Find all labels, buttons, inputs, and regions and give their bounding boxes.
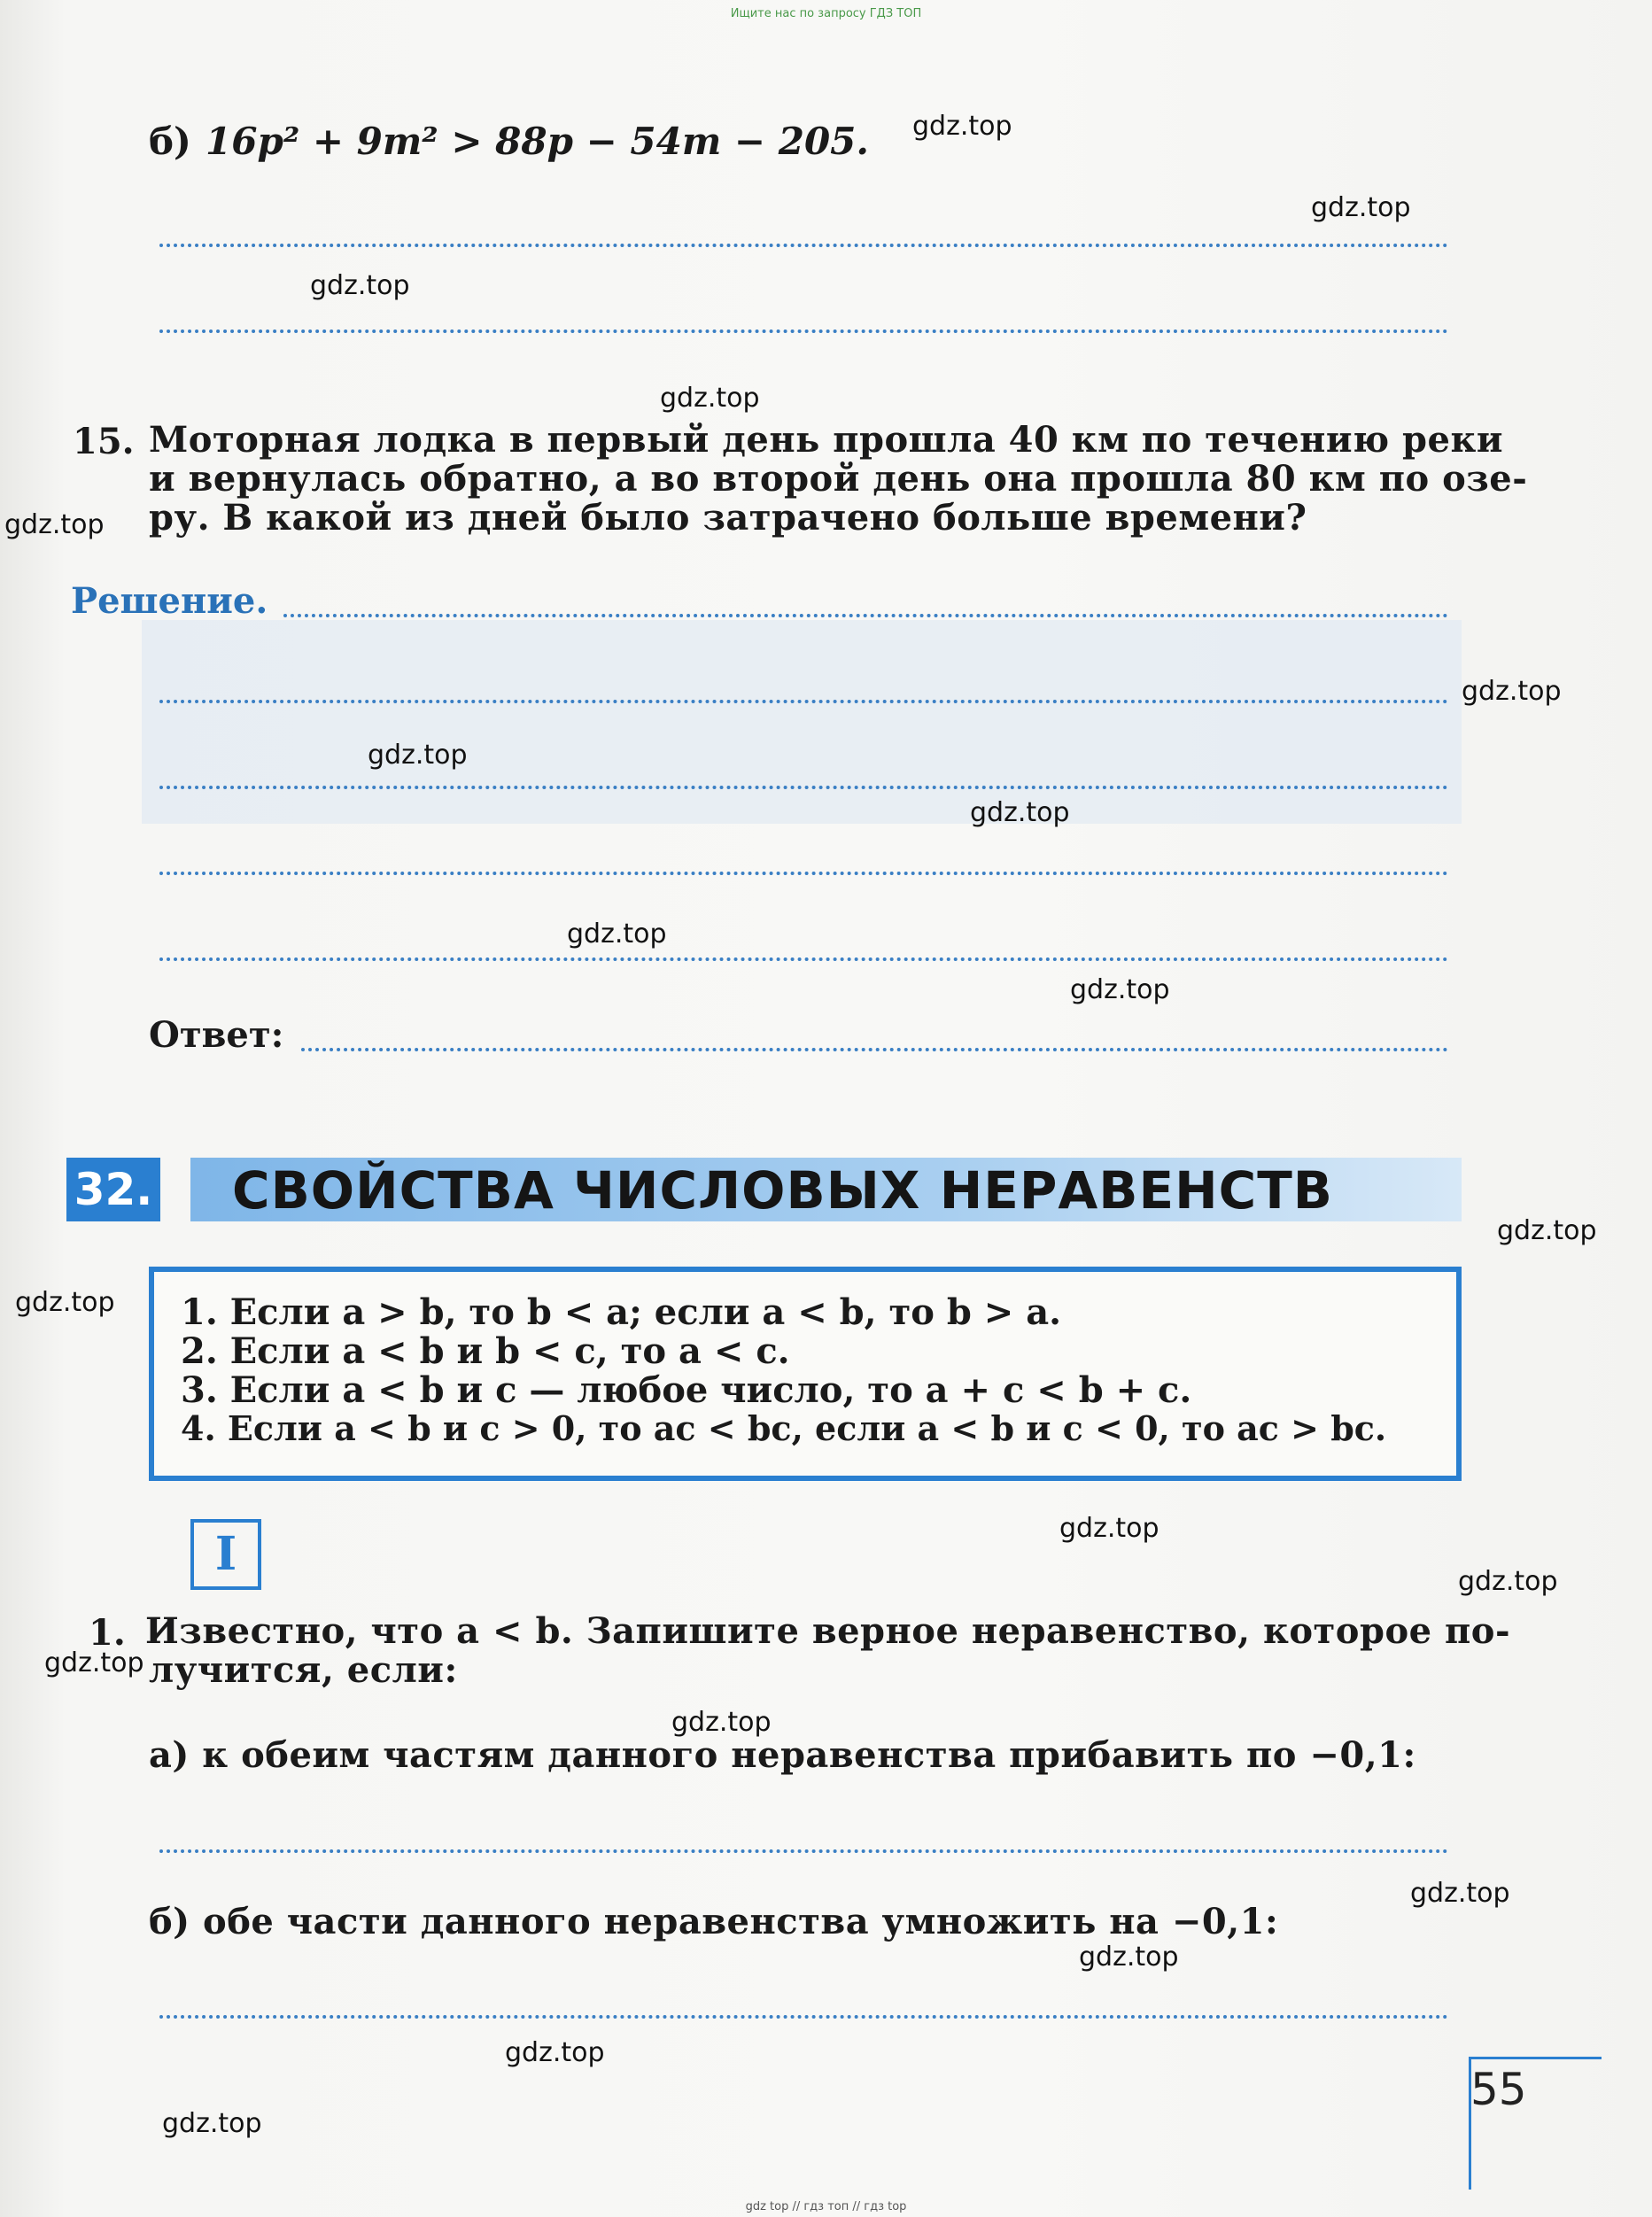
watermark: gdz.top [912, 111, 1012, 142]
task15-number: 15. [73, 421, 135, 462]
page-number: 55 [1470, 2064, 1527, 2115]
watermark: gdz.top [660, 383, 760, 414]
exercise1-number: 1. [89, 1612, 126, 1654]
task15-line-3: ру. В какой из дней было затрачено больше времени? [149, 497, 1307, 539]
watermark: gdz.top [970, 797, 1070, 828]
exercise1-line-1: Известно, что a < b. Запишите верное неравенство, которое по- [145, 1610, 1511, 1652]
task15-line-1: Моторная лодка в первый день прошла 40 км по течению реки [149, 419, 1504, 461]
watermark: gdz.top [162, 2108, 262, 2139]
watermark: gdz.top [1311, 192, 1411, 223]
exercise1-line-2: лучится, если: [149, 1649, 458, 1691]
bleed-through-band [142, 620, 1462, 824]
task15-line-2: и вернулась обратно, а во второй день она прошла 80 км по озе- [149, 458, 1528, 500]
watermark: gdz.top [671, 1707, 772, 1738]
watermark: gdz.top [310, 270, 410, 301]
answer-line [159, 700, 1448, 703]
answer-label: Ответ: [149, 1014, 284, 1056]
footer-note: gdz top // гдз топ // гдз top [745, 2200, 907, 2213]
header-note: Ищите нас по запросу ГДЗ ТОП [730, 7, 922, 20]
rule-3: 3. Если a < b и c — любое число, то a + c < b + c. [181, 1369, 1192, 1411]
rule-2: 2. Если a < b и b < c, то a < c. [181, 1330, 790, 1372]
solution-label: Решение. [71, 580, 268, 622]
section-number: 32. [66, 1158, 160, 1221]
watermark: gdz.top [44, 1647, 144, 1678]
task14b-label: б) [149, 120, 191, 163]
task14b-expression: 16p² + 9m² > 88p − 54m − 205. [206, 120, 870, 163]
answer-line [159, 1849, 1448, 1853]
watermark: gdz.top [1070, 974, 1170, 1005]
exercise1-part-a: а) к обеим частям данного неравенства прибавить по −0,1: [149, 1734, 1416, 1776]
watermark: gdz.top [4, 509, 105, 540]
rule-4: 4. Если a < b и c > 0, то ac < bc, если a < b и c < 0, то ac > bc. [181, 1408, 1387, 1448]
watermark: gdz.top [1410, 1878, 1510, 1909]
level-marker: I [190, 1519, 261, 1590]
watermark: gdz.top [1059, 1513, 1160, 1544]
answer-line [159, 957, 1448, 961]
watermark: gdz.top [1462, 676, 1562, 707]
answer-line [159, 872, 1448, 875]
watermark: gdz.top [15, 1287, 115, 1318]
watermark: gdz.top [1079, 1942, 1179, 1973]
answer-line [159, 2015, 1448, 2019]
page-number-frame-top [1469, 2057, 1602, 2059]
watermark: gdz.top [1497, 1215, 1597, 1246]
answer-line [159, 786, 1448, 789]
rule-1: 1. Если a > b, то b < a; если a < b, то b > a. [181, 1291, 1062, 1333]
watermark: gdz.top [505, 2037, 605, 2068]
exercise1-part-b: б) обе части данного неравенства умножить на −0,1: [149, 1901, 1279, 1942]
rules-box [149, 1267, 1462, 1481]
watermark: gdz.top [368, 740, 468, 771]
watermark: gdz.top [567, 919, 667, 950]
answer-line [159, 329, 1448, 333]
watermark: gdz.top [1458, 1566, 1558, 1597]
answer-line [301, 1048, 1448, 1051]
answer-line [159, 244, 1448, 247]
section-title: СВОЙСТВА ЧИСЛОВЫХ НЕРАВЕНСТВ [232, 1160, 1333, 1221]
answer-line [283, 614, 1448, 617]
